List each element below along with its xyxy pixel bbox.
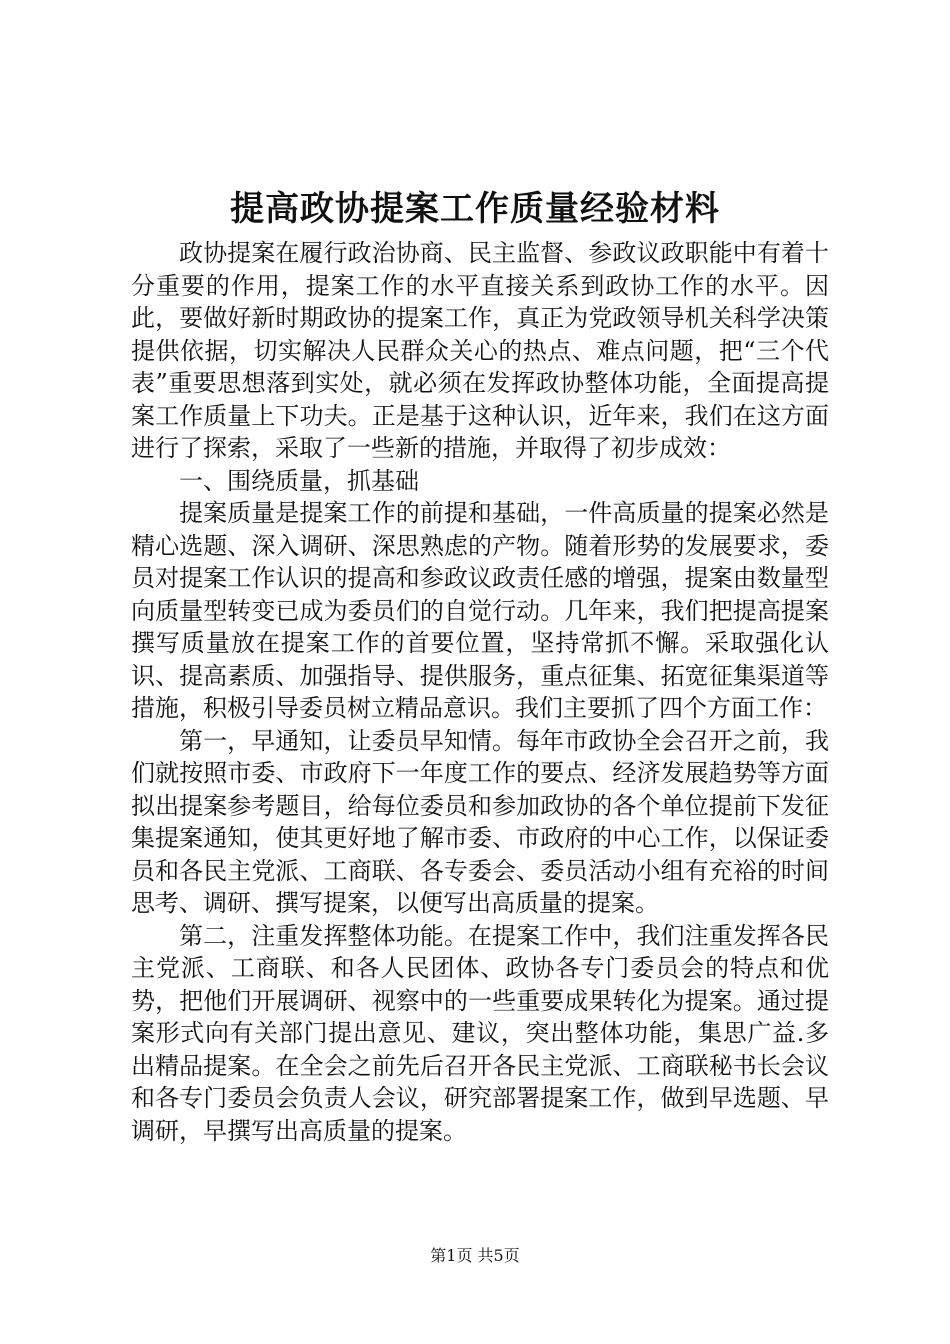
document-body <box>131 237 829 1147</box>
section-heading-1: 一、围绕质量，抓基础 <box>179 466 419 495</box>
page-number-footer: 第1页 共5页 <box>430 1246 520 1265</box>
paragraph-first-point: 第一，早通知，让委员早知情。每年市政协全会召开之前，我们就按照市委、市政府下一年度工作的要点、经济发展趋势等方面拟出提案参考题目，给每位委员和参加政协的各个单位提前下发征集提案通知，使其更好地了解市委、市政府的中心工作，以保证委员和各民主党派、工商联、各专委会、委员活动小组有充裕的时间思考、调研、撰写提案，以便写出高质量的提案。 <box>131 726 829 917</box>
paragraph-quality: 提案质量是提案工作的前提和基础，一件高质量的提案必然是精心选题、深入调研、深思熟虑的产物。随着形势的发展要求，委员对提案工作认识的提高和参政议政责任感的增强，提案由数量型向质量型转变已成为委员们的自觉行动。几年来，我们把提高提案撰写质量放在提案工作的首要位置，坚持常抓不懈。采取强化认识、提高素质、加强指导、提供服务，重点征集、拓宽征集渠道等措施，积极引导委员树立精品意识。我们主要抓了四个方面工作： <box>131 499 829 722</box>
paragraph-intro: 政协提案在履行政治协商、民主监督、参政议政职能中有着十分重要的作用，提案工作的水平直接关系到政协工作的水平。因此，要做好新时期政协的提案工作，真正为党政领导机关科学决策提供依据，切实解决人民群众关心的热点、难点问题，把“三个代表”重要思想落到实处，就必须在发挥政协整体功能，全面提高提案工作质量上下功夫。正是基于这种认识，近年来，我们在这方面进行了探索，采取了一些新的措施，并取得了初步成效： <box>131 239 829 462</box>
document-title: 提高政协提案工作质量经验材料 <box>230 189 720 229</box>
paragraph-second-point: 第二，注重发挥整体功能。在提案工作中，我们注重发挥各民主党派、工商联、和各人民团体、政协各专门委员会的特点和优势，把他们开展调研、视察中的一些重要成果转化为提案。通过提案形式向有关部门提出意见、建议，突出整体功能，集思广益.多出精品提案。在全会之前先后召开各民主党派、工商联秘书长会议和各专门委员会负责人会议，研究部署提案工作，做到早选题、早调研，早撰写出高质量的提案。 <box>131 921 829 1145</box>
